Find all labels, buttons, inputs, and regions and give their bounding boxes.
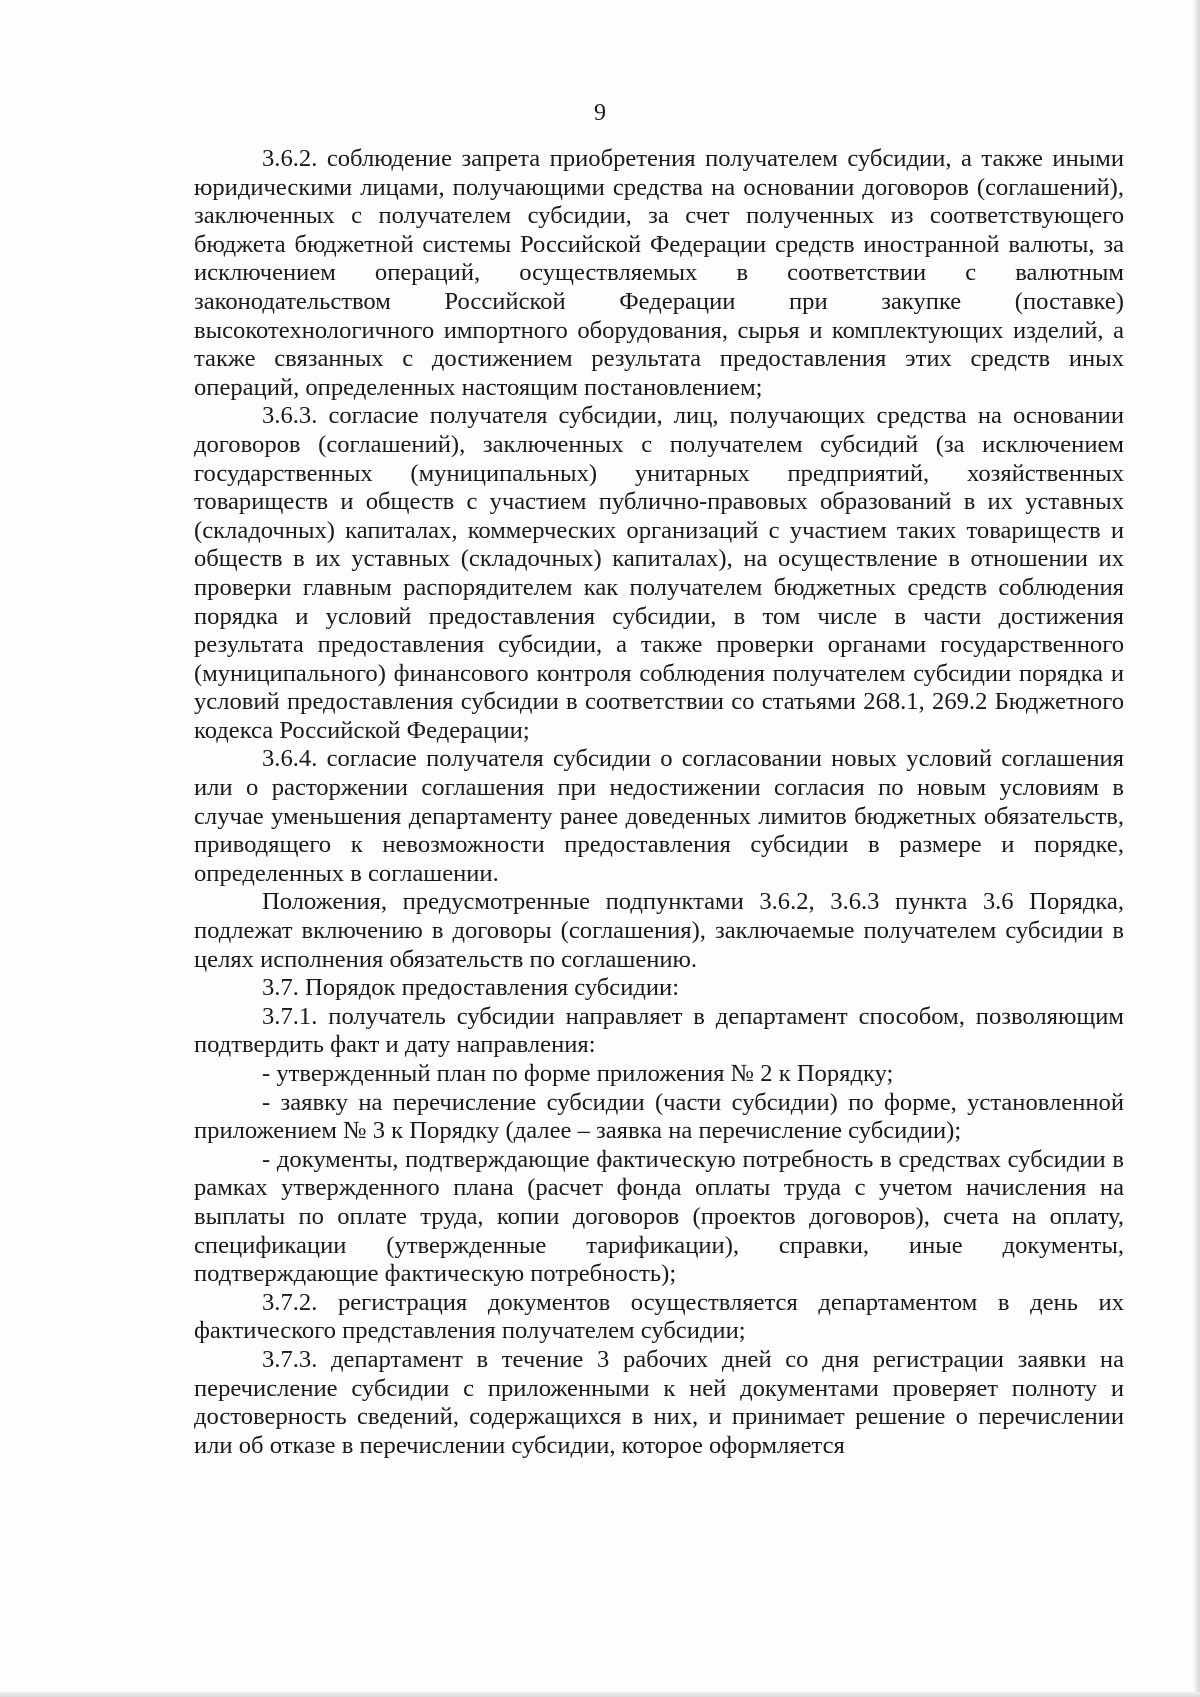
list-item-approved-plan: - утвержденный план по форме приложения № 2 к Порядку; bbox=[262, 1060, 894, 1087]
scan-edge-bottom bbox=[0, 1692, 1200, 1697]
paragraph-3-6-2: 3.6.2. соблюдение запрета приобретения получателем субсидии, а также иными юридическими лицами, получающими средства на основании договоров (соглашений), заключенных с получателем субсидии, за счет полученных из соответствующего бюджета бюджетной системы Российской Федерации средств иностранной валюты, за исключением операций, осуществляемых в соответствии с валютным законодательством Российской Федерации при закупке (поставке) высокотехнологичного импортного оборудования, сырья и комплектующих изделий, а также связанных с достижением результата предоставления этих средств иных операций, определенных настоящим постановлением; bbox=[194, 145, 1124, 401]
paragraph-3-6-4: 3.6.4. согласие получателя субсидии о согласовании новых условий соглашения или о расторжении соглашения при недостижении согласия по новым условиям в случае уменьшения департаменту ранее доведенных лимитов бюджетных обязательств, приводящего к невозможности предоставления субсидии в размере и порядке, определенных в соглашении. bbox=[194, 745, 1124, 887]
paragraph-3-7-2: 3.7.2. регистрация документов осуществляется департаментом в день их фактического представления получателем субсидии; bbox=[194, 1288, 1124, 1345]
scan-edge-right bbox=[1194, 0, 1200, 1697]
paragraph-3-7: 3.7. Порядок предоставления субсидии: bbox=[262, 974, 680, 1002]
paragraph-3-7-1: 3.7.1. получатель субсидии направляет в департамент способом, позволяющим подтвердить факт и дату направления: bbox=[194, 1002, 1124, 1059]
list-item-supporting-documents: - документы, подтверждающие фактическую потребность в средствах субсидии в рамках утвержденного плана (расчет фонда оплаты труда с учетом начисления на выплаты по оплате труда, копии договоров (проектов договоров), счета на оплату, спецификации (утвержденные тарификации), справки, иные документы, подтверждающие фактическую потребность); bbox=[194, 1145, 1124, 1288]
page-number: 9 bbox=[594, 100, 606, 126]
paragraph-3-7-3: 3.7.3. департамент в течение 3 рабочих дней со дня регистрации заявки на перечисление субсидии с приложенными к ней документами проверяет полноту и достоверность сведений, содержащихся в них, и принимает решение о перечислении или об отказе в перечислении субсидии, которое оформляется bbox=[194, 1345, 1124, 1459]
paragraph-provisions: Положения, предусмотренные подпунктами 3.6.2, 3.6.3 пункта 3.6 Порядка, подлежат включению в договоры (соглашения), заключаемые получателем субсидии в целях исполнения обязательств по соглашению. bbox=[194, 888, 1124, 973]
list-item-transfer-request: - заявку на перечисление субсидии (части субсидии) по форме, установленной приложением № 3 к Порядку (далее – заявка на перечисление субсидии); bbox=[194, 1088, 1124, 1145]
paragraph-3-6-3: 3.6.3. согласие получателя субсидии, лиц, получающих средства на основании договоров (соглашений), заключенных с получателем субсидий (за исключением государственных (муниципальных) унитарных предприятий, хозяйственных товариществ и обществ с участием публично-правовых образований в их уставных (складочных) капиталах, коммерческих организаций с участием таких товариществ и обществ в их уставных (складочных) капиталах), на осуществление в отношении их проверки главным распорядителем как получателем бюджетных средств соблюдения порядка и условий предоставления субсидии, в том числе в части достижения результата предоставления субсидии, а также проверки органами государственного (муниципального) финансового контроля соблюдения получателем субсидии порядка и условий предоставления субсидии в соответствии со статьями 268.1, 269.2 Бюджетного кодекса Российской Федерации; bbox=[194, 402, 1124, 744]
document-body bbox=[194, 145, 1124, 1460]
